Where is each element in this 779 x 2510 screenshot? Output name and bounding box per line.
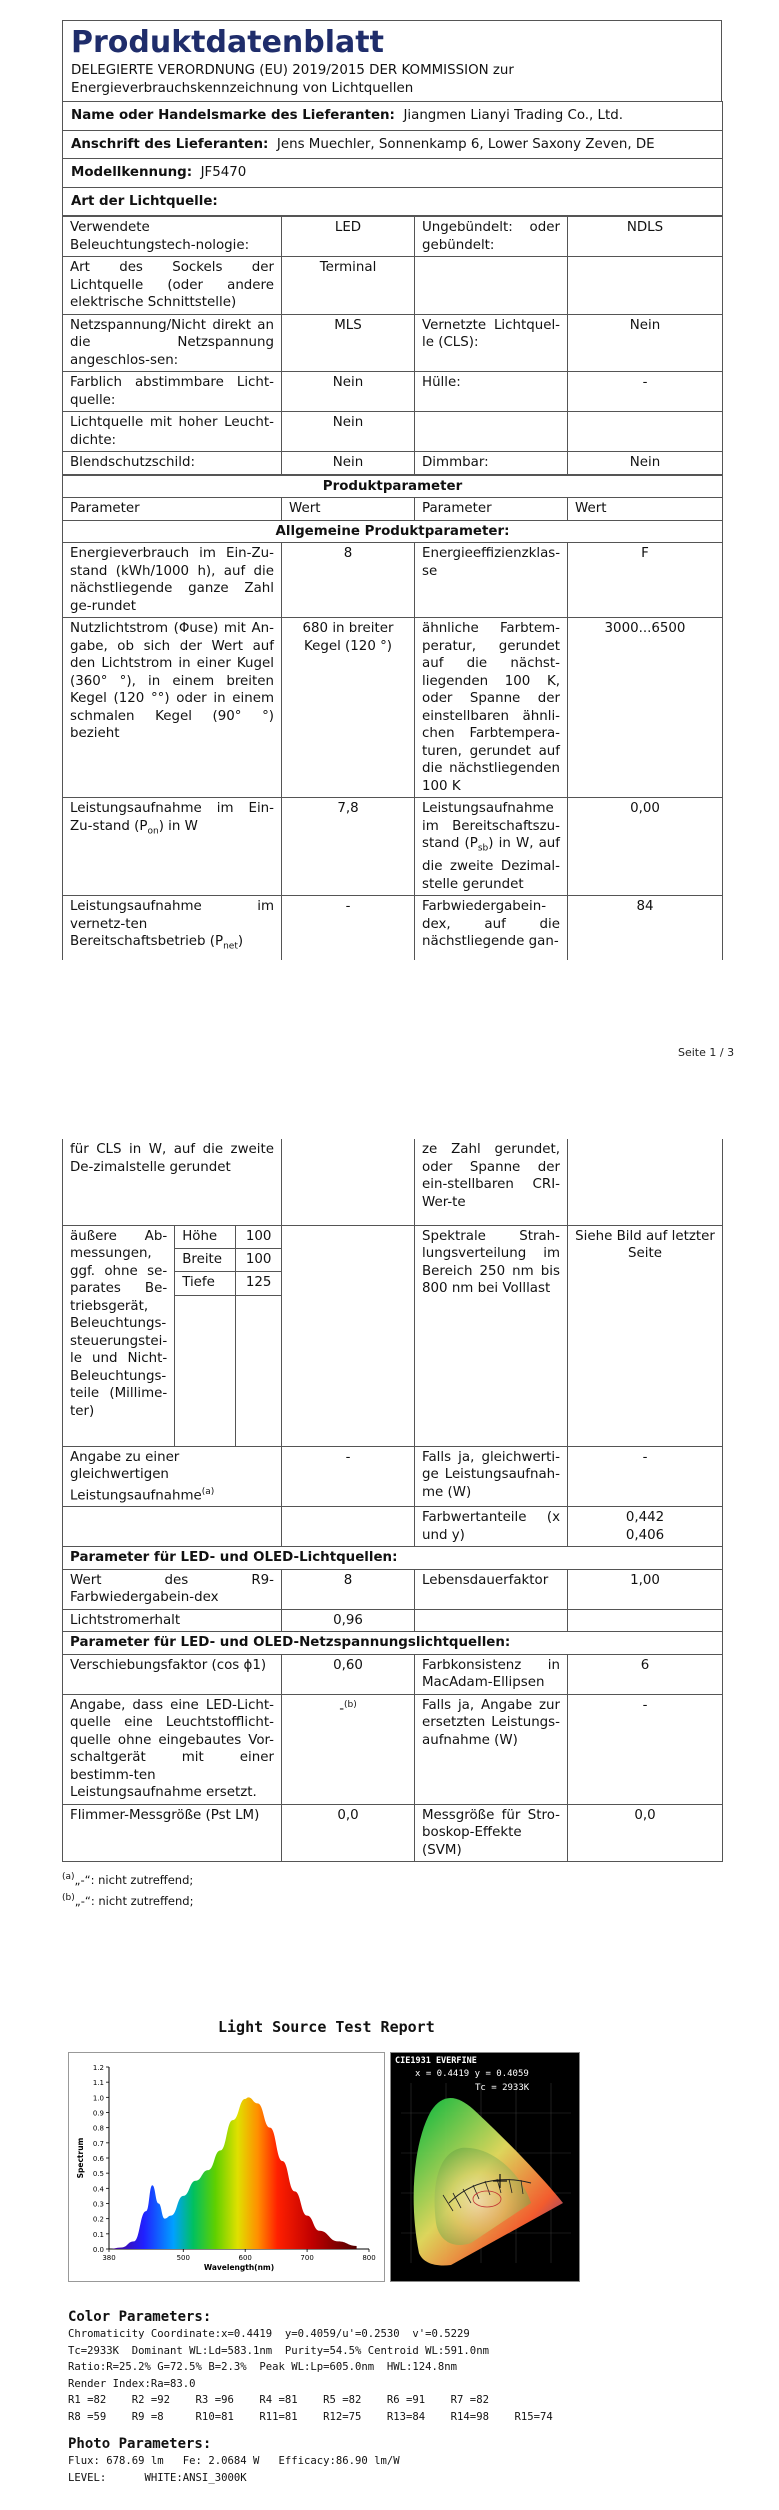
y-tick-label: 0.8 bbox=[92, 2124, 104, 2133]
r9-value: 8 bbox=[282, 1569, 415, 1609]
y-tick-label: 0.0 bbox=[92, 2246, 104, 2254]
light-type-cell-l2-0: Ungebündelt: oder gebündelt: bbox=[415, 217, 568, 257]
replacement-power-label: Falls ja, Angabe zur ersetzten Leistungs-aufnahme (W) bbox=[415, 1694, 568, 1804]
table-row bbox=[63, 452, 723, 475]
y-tick-label: 0.1 bbox=[92, 2230, 104, 2239]
general-parameters-heading: Allgemeine Produktparameter: bbox=[63, 520, 723, 543]
replacement-label: Angabe, dass eine LED-Licht-quelle eine Leuchtstofflicht-quelle ohne eingebautes Vor-schaltgerät mit einer bestimm-ten Leistungsaufnahme ersetzt. bbox=[63, 1694, 282, 1804]
x-tick-label: 380 bbox=[102, 2254, 116, 2262]
equivalent-power-2-value: - bbox=[568, 1446, 723, 1507]
spectral-distribution-value: Siehe Bild auf letzter Seite bbox=[568, 1225, 723, 1446]
spectrum-panel bbox=[68, 2052, 385, 2282]
r9-label: Wert des R9-Farbwiedergabein-dex bbox=[63, 1569, 282, 1609]
photo-line: Flux: 678.69 lm Fe: 2.0684 W Efficacy:86.90 lm/W bbox=[68, 2455, 400, 2467]
light-type-table bbox=[62, 216, 723, 475]
supplier-value: Jiangmen Lianyi Trading Co., Ltd. bbox=[403, 108, 624, 123]
footnote-b: $^{(b)}$„-“: nicht zutreffend; bbox=[62, 1893, 194, 1909]
flicker-value: 0,0 bbox=[282, 1804, 415, 1862]
chromaticity-values bbox=[568, 1507, 723, 1547]
light-type-cell-v1-1: Terminal bbox=[282, 257, 415, 315]
equivalent-power-label: Angabe zu einer gleichwertigen Leistungsaufnahme$^{(a)}$ bbox=[63, 1446, 282, 1507]
y-tick-label: 0.4 bbox=[92, 2185, 104, 2194]
light-type-cell-l1-1: Art des Sockels der Lichtquelle (oder andere elektrische Schnittstelle) bbox=[63, 257, 282, 315]
table-row bbox=[63, 217, 723, 257]
regulation-subtitle: DELEGIERTE VERORDNUNG (EU) 2019/2015 DER KOMMISSION zur Energieverbrauchskennzeichnung von Lichtquellen bbox=[71, 63, 514, 96]
empty-cell-d bbox=[568, 1609, 723, 1632]
column-header-parameter-2: Parameter bbox=[415, 498, 568, 521]
dimension-width-label: Breite bbox=[175, 1248, 236, 1272]
light-type-cell-l2-1 bbox=[415, 257, 568, 315]
model-label: Modellkennung: bbox=[71, 165, 193, 180]
footnotes bbox=[62, 1868, 722, 1910]
address-row bbox=[63, 130, 723, 159]
cie-tc: Tc = 2933K bbox=[475, 2083, 530, 2093]
general-param-cell-l2-0: Energieeffizienzklas-se bbox=[415, 543, 568, 618]
table-row bbox=[63, 314, 723, 372]
cie-coordinates: x = 0.4419 y = 0.4059 bbox=[415, 2069, 529, 2079]
title-box bbox=[62, 20, 722, 101]
spectral-distribution-label: Spektrale Strah-lungsverteilung im Bereich 250 nm bis 800 nm bei Volllast bbox=[415, 1225, 568, 1446]
cri-label-cont: ze Zahl gerundet, oder Spanne der ein-stellbaren CRI-Wer-te bbox=[415, 1139, 568, 1225]
light-type-cell-v2-3: - bbox=[568, 372, 723, 412]
y-tick-label: 0.3 bbox=[92, 2200, 104, 2209]
light-type-cell-v1-4: Nein bbox=[282, 412, 415, 452]
light-type-cell-l2-5: Dimmbar: bbox=[415, 452, 568, 475]
address-label: Anschrift des Lieferanten: bbox=[71, 136, 269, 152]
empty-cell-a bbox=[63, 1507, 282, 1547]
cie-diagram bbox=[391, 2053, 579, 2281]
spectrum-area bbox=[109, 2097, 357, 2249]
flicker-label: Flimmer-Messgröße (Pst LM) bbox=[63, 1804, 282, 1862]
light-type-cell-v1-0: LED bbox=[282, 217, 415, 257]
networked-standby-label-cont: für CLS in W, auf die zweite De-zimalstelle gerundet bbox=[63, 1139, 282, 1225]
datasheet-page-2 bbox=[62, 1139, 722, 1910]
dimensions-table bbox=[63, 1226, 281, 1446]
stroboscopic-value: 0,0 bbox=[568, 1804, 723, 1862]
address-value: Jens Muechler, Sonnenkamp 6, Lower Saxony Zeven, DE bbox=[276, 136, 655, 152]
y-tick-label: 1.1 bbox=[92, 2079, 104, 2088]
light-type-cell-v2-0: NDLS bbox=[568, 217, 723, 257]
general-param-cell-v1-1: 680 in breiter Kegel (120 °) bbox=[282, 618, 415, 798]
cie-title: CIE1931 EVERFINE bbox=[395, 2056, 477, 2066]
light-type-cell-v2-1 bbox=[568, 257, 723, 315]
column-header-value-2: Wert bbox=[568, 498, 723, 521]
light-type-cell-l1-3: Farblich abstimmbare Licht-quelle: bbox=[63, 372, 282, 412]
table-row bbox=[63, 372, 723, 412]
y-tick-label: 1.2 bbox=[92, 2064, 104, 2072]
networked-standby-value-cont bbox=[282, 1139, 415, 1225]
light-type-cell-l1-5: Blendschutzschild: bbox=[63, 452, 282, 475]
chromaticity-x: 0,442 bbox=[625, 1510, 665, 1526]
dimension-empty-2 bbox=[236, 1296, 281, 1446]
equivalent-power-value: - bbox=[282, 1446, 415, 1507]
light-type-cell-l2-4 bbox=[415, 412, 568, 452]
light-type-cell-l1-0: Verwendete Beleuchtungstech-nologie: bbox=[63, 217, 282, 257]
light-type-cell-l2-2: Vernetzte Lichtquel-le (CLS): bbox=[415, 314, 568, 372]
empty-cell-b bbox=[282, 1507, 415, 1547]
light-type-cell-l1-4: Lichtquelle mit hoher Leucht-dichte: bbox=[63, 412, 282, 452]
y-tick-label: 1.0 bbox=[92, 2094, 104, 2103]
dimension-height-value: 100 bbox=[236, 1226, 281, 1249]
replacement-value: -$^{(b)}$ bbox=[282, 1694, 415, 1804]
y-tick-label: 0.2 bbox=[92, 2215, 104, 2224]
light-type-cell-v1-2: MLS bbox=[282, 314, 415, 372]
color-line: Tc=2933K Dominant WL:Ld=583.1nm Purity=54.5% Centroid WL:591.0nm bbox=[68, 2344, 489, 2357]
y-tick-label: 0.9 bbox=[92, 2109, 104, 2118]
lifetime-factor-label: Lebensdauerfaktor bbox=[415, 1569, 568, 1609]
supplier-table bbox=[62, 101, 723, 216]
on-mode-power-label: Leistungsaufnahme im Ein-Zu-stand $(P_{on})$ in W bbox=[63, 798, 282, 896]
product-parameters-heading: Produktparameter bbox=[63, 475, 723, 498]
macadam-label: Farbkonsistenz in MacAdam-Ellipsen bbox=[415, 1654, 568, 1694]
general-param-cell-v1-0: 8 bbox=[282, 543, 415, 618]
spectrum-chart bbox=[69, 2053, 384, 2281]
table-row bbox=[63, 543, 723, 618]
x-tick-label: 500 bbox=[176, 2254, 190, 2262]
lumen-maintenance-value: 0,96 bbox=[282, 1609, 415, 1632]
general-param-cell-l1-0: Energieverbrauch im Ein-Zu-stand (kWh/1000 h), auf die nächstliegende ganze Zahl ge-rundet bbox=[63, 543, 282, 618]
lifetime-factor-value: 1,00 bbox=[568, 1569, 723, 1609]
color-line: R8 =59 R9 =8 R10=81 R11=81 R12=75 R13=84 R14=98 R15=74 bbox=[68, 2410, 553, 2423]
color-parameters-heading: Color Parameters: bbox=[68, 2309, 212, 2325]
light-type-cell-l2-3: Hülle: bbox=[415, 372, 568, 412]
mains-parameters-heading: Parameter für LED- und OLED-Netzspannungslichtquellen: bbox=[63, 1632, 723, 1655]
report-parameters bbox=[68, 2306, 708, 2486]
table-row bbox=[63, 618, 723, 798]
displacement-factor-value: 0,60 bbox=[282, 1654, 415, 1694]
color-parameter-lines bbox=[68, 2326, 708, 2425]
light-type-cell-l1-2: Netzspannung/Nicht direkt an die Netzspannung angeschlos-sen: bbox=[63, 314, 282, 372]
replacement-power-value: - bbox=[568, 1694, 723, 1804]
macadam-value: 6 bbox=[568, 1654, 723, 1694]
table-row bbox=[63, 257, 723, 315]
standby-power-value: 0,00 bbox=[568, 798, 723, 896]
light-type-cell-v1-5: Nein bbox=[282, 452, 415, 475]
light-type-cell-v2-2: Nein bbox=[568, 314, 723, 372]
footnote-a: $^{(a)}$„-“: nicht zutreffend; bbox=[62, 1872, 194, 1888]
photo-parameters-heading: Photo Parameters: bbox=[68, 2436, 212, 2452]
chromaticity-y: 0,406 bbox=[625, 1527, 665, 1543]
light-type-cell-v2-4 bbox=[568, 412, 723, 452]
general-param-cell-v2-1: 3000...6500 bbox=[568, 618, 723, 798]
page-number: Seite 1 / 3 bbox=[678, 1046, 735, 1059]
datasheet-page-1 bbox=[62, 20, 722, 960]
led-parameters-heading: Parameter für LED- und OLED-Lichtquellen: bbox=[63, 1547, 723, 1570]
dimension-depth-label: Tiefe bbox=[175, 1272, 236, 1296]
cie-diagram-panel bbox=[390, 2052, 580, 2282]
photo-line: LEVEL: WHITE:ANSI_3000K bbox=[68, 2471, 247, 2484]
chromaticity-label: Farbwertanteile (x und y) bbox=[415, 1507, 568, 1547]
light-type-heading: Art der Lichtquelle: bbox=[63, 187, 723, 216]
light-type-cell-v2-5: Nein bbox=[568, 452, 723, 475]
y-tick-label: 0.7 bbox=[92, 2139, 104, 2148]
supplier-row bbox=[63, 102, 723, 131]
color-line: Chromaticity Coordinate:x=0.4419 y=0.4059/u'=0.2530 v'=0.5229 bbox=[68, 2328, 470, 2340]
dimensions-spacer bbox=[282, 1225, 415, 1446]
light-type-cell-v1-3: Nein bbox=[282, 372, 415, 412]
column-header-parameter: Parameter bbox=[63, 498, 282, 521]
dimensions-label: äußere Ab-messungen, ggf. ohne se-parates Be-triebsgerät, Beleuchtungs-steuerungstei-le und Nicht-Beleuchtungs-teile (Millime-ter) bbox=[63, 1226, 175, 1446]
y-axis-label: Spectrum bbox=[76, 2137, 85, 2179]
y-tick-label: 0.5 bbox=[92, 2170, 104, 2179]
general-param-cell-l1-1: Nutzlichtstrom (Φuse) mit An-gabe, ob sich der Wert auf den Lichtstrom in einer Kugel (360° °), in einem breiten Kegel (120 °°) oder in einem schmalen Kegel (90° °) bezieht bbox=[63, 618, 282, 798]
dimension-depth-value: 125 bbox=[236, 1272, 281, 1296]
networked-standby-value: - bbox=[282, 896, 415, 960]
table-row bbox=[63, 412, 723, 452]
stroboscopic-label: Messgröße für Stro-boskop-Effekte (SVM) bbox=[415, 1804, 568, 1862]
page-title: Produktdatenblatt bbox=[71, 25, 384, 60]
cri-value-cont bbox=[568, 1139, 723, 1225]
color-line: Ratio:R=25.2% G=72.5% B=2.3% Peak WL:Lp=605.0nm HWL:124.8nm bbox=[68, 2361, 458, 2373]
lumen-maintenance-label: Lichtstromerhalt bbox=[63, 1609, 282, 1632]
dimension-empty bbox=[175, 1296, 236, 1446]
equivalent-power-2-label: Falls ja, gleichwerti-ge Leistungsaufnah-me (W) bbox=[415, 1446, 568, 1507]
dimension-height-label: Höhe bbox=[175, 1226, 236, 1249]
dimension-width-value: 100 bbox=[236, 1248, 281, 1272]
parameters-table-continued bbox=[62, 1139, 723, 1862]
displacement-factor-label: Verschiebungsfaktor (cos ϕ1) bbox=[63, 1654, 282, 1694]
supplier-label: Name oder Handelsmarke des Lieferanten: bbox=[71, 108, 395, 123]
networked-standby-label: Leistungsaufnahme im vernetz-ten Bereitschaftsbetrieb $(P_{net})$ bbox=[63, 896, 282, 960]
y-tick-label: 0.6 bbox=[92, 2155, 104, 2163]
cri-value: 84 bbox=[568, 896, 723, 960]
x-axis-label: Wavelength(nm) bbox=[203, 2263, 275, 2272]
cri-label: Farbwiedergabein-dex, auf die nächstliegende gan- bbox=[415, 896, 568, 960]
column-header-value: Wert bbox=[282, 498, 415, 521]
model-value: JF5470 bbox=[200, 165, 247, 180]
dimensions-cell bbox=[63, 1225, 282, 1446]
model-row bbox=[63, 159, 723, 188]
x-tick-label: 600 bbox=[238, 2254, 252, 2262]
standby-power-label: Leistungsaufnahme im Bereitschaftszu-stand $(P_{sb})$ in W, auf die zweite Dezimal-stelle gerundet bbox=[415, 798, 568, 896]
general-param-cell-l2-1: ähnliche Farbtem-peratur, gerundet auf die nächst-liegenden 100 K, oder Spanne der einstellbaren ähnli-chen Farbtempera-turen, gerundet auf die nächstliegenden 100 K bbox=[415, 618, 568, 798]
report-title: Light Source Test Report bbox=[218, 2018, 435, 2036]
x-tick-label: 800 bbox=[362, 2254, 376, 2262]
x-tick-label: 700 bbox=[300, 2254, 314, 2262]
color-line: Render Index:Ra=83.0 bbox=[68, 2377, 196, 2390]
empty-cell-c bbox=[415, 1609, 568, 1632]
parameters-table bbox=[62, 475, 723, 960]
on-mode-power-value: 7,8 bbox=[282, 798, 415, 896]
color-line: R1 =82 R2 =92 R3 =96 R4 =81 R5 =82 R6 =91 R7 =82 bbox=[68, 2394, 489, 2406]
general-param-cell-v2-0: F bbox=[568, 543, 723, 618]
